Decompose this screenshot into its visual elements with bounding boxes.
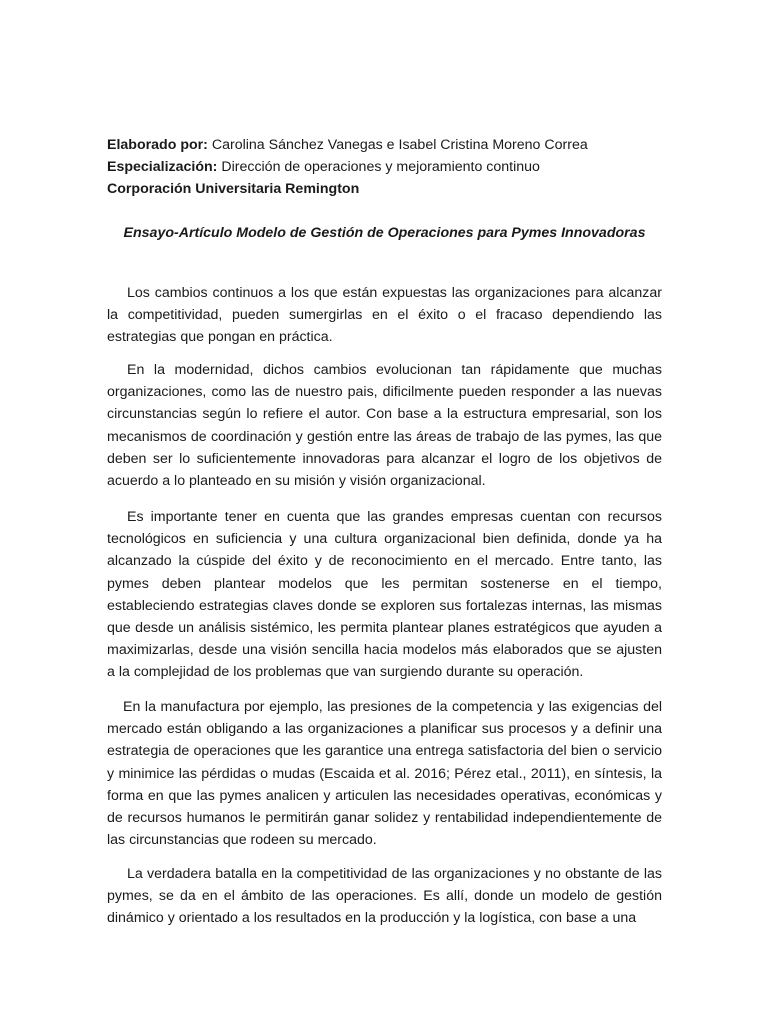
paragraph: Es importante tener en cuenta que las grandes empresas cuentan con recursos tecnológicos en suficiencia y una cultura organizacional bien definida, donde ya ha alcanzado la cúspide del éxito y de reconocimiento en el mercado. Entre tanto, las pymes deben plantear modelos que les permitan sostenerse en el tiempo, estableciendo estrategias claves donde se exploren sus fortalezas internas, las mismas que desde un análisis sistémico, les permita plantear planes estratégicos que ayuden a maximizarlas, desde una visión sencilla hacia modelos más elaborados que se ajusten a la complejidad de los problemas que van surgiendo durante su operación. [107, 509, 662, 681]
paragraph: En la manufactura por ejemplo, las presiones de la competencia y las exigencias del mercado están obligando a las organizaciones a planificar sus procesos y a definir una estrategia de operaciones que les garantice una entrega satisfactoria del bien o servicio y minimice las pérdidas o mudas (Escaida et al. 2016; Pérez etal., 2011), en síntesis, la forma en que las pymes analicen y articulen las necesidades operativas, económicas y de recursos humanos le permitirán ganar solidez y rentabilidad independientemente de las circunstancias que rodeen su mercado. [107, 699, 662, 849]
author-value: Carolina Sánchez Vanegas e Isabel Cristina Moreno Correa [207, 137, 588, 153]
author-line [107, 134, 667, 156]
specialization-value: Dirección de operaciones y mejoramiento continuo [217, 159, 540, 175]
paragraph: Los cambios continuos a los que están expuestas las organizaciones para alcanzar la competitividad, pueden sumergirlas en el éxito o el fracaso dependiendo las estrategias que pongan en práctica. [107, 285, 662, 346]
institution-name: Corporación Universitaria Remington [107, 181, 360, 197]
author-label: Elaborado por: [107, 137, 208, 153]
document-title: Ensayo-Artículo Modelo de Gestión de Operaciones para Pymes Innovadoras [123, 225, 646, 241]
specialization-label: Especialización: [107, 159, 218, 175]
specialization-line [107, 156, 667, 178]
paragraph: La verdadera batalla en la competitividad de las organizaciones y no obstante de las pymes, se da en el ámbito de las operaciones. Es allí, donde un modelo de gestión dinámico y orientado a los resultados en la producción y la logística, con base a una [107, 866, 662, 927]
paragraph: En la modernidad, dichos cambios evolucionan tan rápidamente que muchas organizaciones, como las de nuestro pais, dificilmente pueden responder a las nuevas circunstancias según lo refiere el autor. Con base a la estructura empresarial, son los mecanismos de coordinación y gestión entre las áreas de trabajo de las pymes, las que deben ser lo suficientemente innovadoras para alcanzar el logro de los objetivos de acuerdo a lo planteado en su misión y visión organizacional. [107, 362, 662, 490]
document-header [107, 134, 667, 200]
